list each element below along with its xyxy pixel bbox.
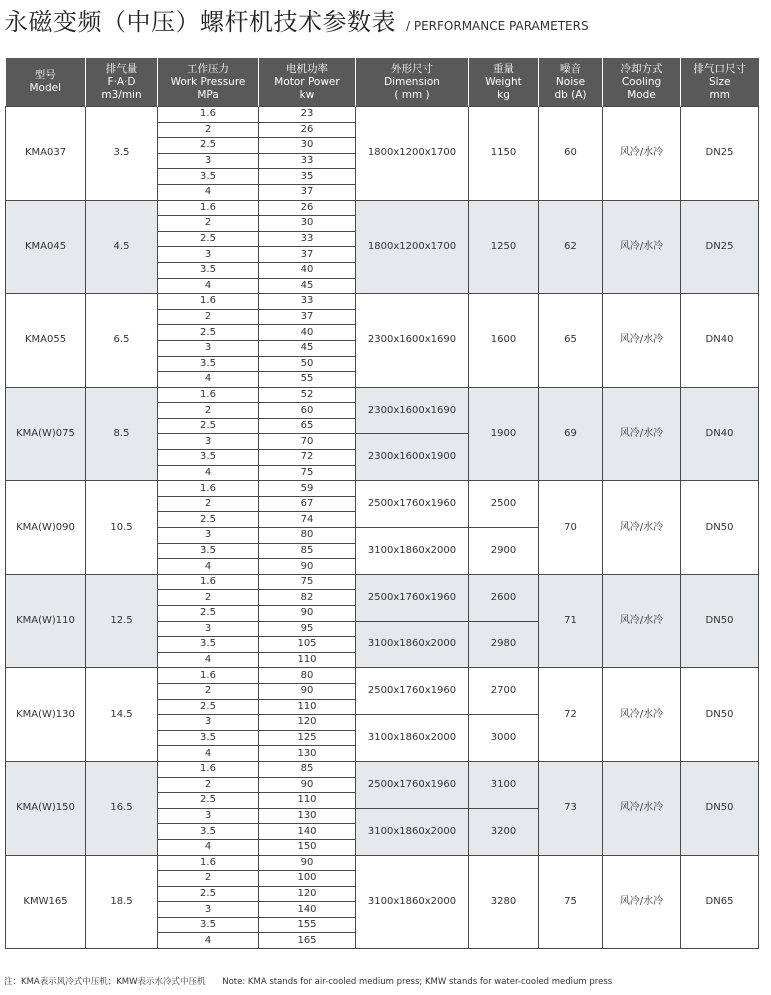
header-line: MPa [197,88,219,101]
cell-weight: 2500 [469,481,539,528]
header-power [259,58,356,107]
cell-weight: 3200 [469,808,539,855]
header-line: Cooling [621,75,662,88]
header-line: 工作压力 [187,62,229,75]
cell-power: 74 [259,512,356,528]
cell-weight: 3100 [469,761,539,808]
footnote-cn: 注：KMA表示风冷式中压机；KMW表示水冷式中压机 [4,977,206,987]
cell-power: 30 [259,216,356,232]
cell-pressure: 1.6 [158,200,259,216]
header-dimension [356,58,469,107]
cell-size: DN40 [681,387,759,481]
cell-pressure: 2 [158,309,259,325]
table-row [6,200,759,216]
cell-pressure: 2 [158,216,259,232]
cell-pressure: 2.5 [158,138,259,154]
cell-power: 165 [259,933,356,949]
cell-power: 125 [259,730,356,746]
cell-dimension: 2500x1760x1960 [356,574,469,621]
cell-weight: 1250 [469,200,539,294]
cell-power: 52 [259,387,356,403]
table-row [6,761,759,777]
cell-cooling: 风冷/水冷 [603,855,681,949]
cell-cooling: 风冷/水冷 [603,481,681,575]
table-row [6,574,759,590]
cell-power: 45 [259,278,356,294]
cell-size: DN25 [681,200,759,294]
cell-power: 90 [259,606,356,622]
cell-model: KMA045 [6,200,86,294]
cell-power: 130 [259,746,356,762]
table-body [6,107,759,949]
cell-cooling: 风冷/水冷 [603,574,681,668]
cell-power: 90 [259,855,356,871]
header-line: Noise [555,75,586,88]
cell-power: 75 [259,465,356,481]
cell-power: 33 [259,153,356,169]
cell-fad: 6.5 [86,294,158,388]
cell-dimension: 2300x1600x1690 [356,294,469,388]
header-cooling [603,58,681,107]
cell-pressure: 2.5 [158,231,259,247]
cell-power: 120 [259,886,356,902]
cell-size: DN25 [681,107,759,201]
cell-pressure: 2.5 [158,325,259,341]
header-pressure [158,58,259,107]
cell-weight: 2980 [469,621,539,668]
cell-pressure: 4 [158,839,259,855]
cell-power: 50 [259,356,356,372]
cell-dimension: 2300x1600x1690 [356,387,469,434]
cell-power: 95 [259,621,356,637]
cell-power: 45 [259,340,356,356]
cell-model: KMA037 [6,107,86,201]
cell-pressure: 1.6 [158,294,259,310]
header-line: db (A) [554,88,587,101]
cell-power: 35 [259,169,356,185]
cell-dimension: 1800x1200x1700 [356,107,469,201]
cell-weight: 2700 [469,668,539,715]
cell-noise: 70 [539,481,603,575]
cell-pressure: 2 [158,871,259,887]
cell-power: 40 [259,325,356,341]
cell-pressure: 3 [158,434,259,450]
cell-power: 67 [259,496,356,512]
cell-fad: 8.5 [86,387,158,481]
cell-power: 80 [259,528,356,544]
header-line: kw [299,88,315,101]
header-model [6,58,86,107]
cell-power: 60 [259,403,356,419]
cell-pressure: 2 [158,683,259,699]
cell-size: DN50 [681,668,759,762]
cell-pressure: 3 [158,340,259,356]
cell-pressure: 2 [158,122,259,138]
cell-dimension: 3100x1860x2000 [356,855,469,949]
cell-pressure: 1.6 [158,387,259,403]
cell-pressure: 3.5 [158,450,259,466]
cell-pressure: 2.5 [158,886,259,902]
cell-weight: 1900 [469,387,539,481]
cell-pressure: 4 [158,746,259,762]
cell-size: DN50 [681,761,759,855]
cell-pressure: 4 [158,372,259,388]
cell-power: 155 [259,917,356,933]
header-line: 排气量 [105,62,138,75]
cell-pressure: 2.5 [158,512,259,528]
cell-pressure: 2 [158,496,259,512]
cell-power: 90 [259,683,356,699]
cell-dimension: 2500x1760x1960 [356,761,469,808]
cell-weight: 3280 [469,855,539,949]
cell-fad: 4.5 [86,200,158,294]
cell-model: KMA(W)075 [6,387,86,481]
cell-pressure: 2 [158,777,259,793]
cell-fad: 14.5 [86,668,158,762]
header-noise [539,58,603,107]
cell-power: 82 [259,590,356,606]
cell-power: 23 [259,107,356,123]
cell-pressure: 3.5 [158,356,259,372]
cell-pressure: 3 [158,621,259,637]
cell-power: 75 [259,574,356,590]
header-weight [469,58,539,107]
cell-power: 65 [259,418,356,434]
header-line: Motor Power [274,75,340,88]
cell-pressure: 1.6 [158,481,259,497]
cell-pressure: 1.6 [158,668,259,684]
cell-noise: 62 [539,200,603,294]
cell-power: 40 [259,262,356,278]
cell-pressure: 2.5 [158,418,259,434]
header-line: Work Pressure [170,75,246,88]
cell-power: 100 [259,871,356,887]
header-line: m3/min [101,88,142,101]
cell-power: 140 [259,824,356,840]
cell-dimension: 2500x1760x1960 [356,481,469,528]
cell-power: 105 [259,637,356,653]
table-row [6,294,759,310]
cell-size: DN65 [681,855,759,949]
cell-pressure: 1.6 [158,855,259,871]
cell-power: 150 [259,839,356,855]
cell-fad: 18.5 [86,855,158,949]
cell-noise: 75 [539,855,603,949]
cell-pressure: 3.5 [158,543,259,559]
cell-power: 72 [259,450,356,466]
cell-pressure: 3 [158,247,259,263]
header-line: 重量 [493,62,514,75]
cell-cooling: 风冷/水冷 [603,668,681,762]
cell-pressure: 3 [158,902,259,918]
table-row [6,855,759,871]
header-line: Dimension [384,75,440,88]
title-english: / PERFORMANCE PARAMETERS [406,19,589,33]
cell-power: 26 [259,122,356,138]
cell-pressure: 2.5 [158,606,259,622]
cell-pressure: 4 [158,559,259,575]
cell-power: 85 [259,761,356,777]
cell-power: 90 [259,559,356,575]
cell-power: 33 [259,294,356,310]
cell-power: 70 [259,434,356,450]
header-line: 排气口尺寸 [693,62,746,75]
cell-dimension: 2500x1760x1960 [356,668,469,715]
cell-cooling: 风冷/水冷 [603,387,681,481]
cell-pressure: 4 [158,278,259,294]
header-line: 噪音 [560,62,581,75]
cell-pressure: 3 [158,715,259,731]
cell-cooling: 风冷/水冷 [603,294,681,388]
cell-power: 80 [259,668,356,684]
cell-pressure: 1.6 [158,574,259,590]
cell-power: 30 [259,138,356,154]
cell-weight: 1600 [469,294,539,388]
header-line: Model [29,82,62,94]
cell-power: 37 [259,309,356,325]
header-line: 外形尺寸 [391,62,433,75]
header-line: Weight [485,75,522,88]
cell-pressure: 3.5 [158,917,259,933]
cell-model: KMA(W)150 [6,761,86,855]
cell-model: KMA(W)110 [6,574,86,668]
footnote [4,975,626,987]
cell-pressure: 3.5 [158,169,259,185]
cell-model: KMA(W)130 [6,668,86,762]
cell-power: 130 [259,808,356,824]
header-line: 型号 [34,69,56,81]
header-size [681,58,759,107]
cell-noise: 65 [539,294,603,388]
page-title [4,6,589,36]
cell-cooling: 风冷/水冷 [603,761,681,855]
cell-dimension: 2300x1600x1900 [356,434,469,481]
cell-weight: 1150 [469,107,539,201]
cell-power: 33 [259,231,356,247]
cell-noise: 72 [539,668,603,762]
cell-power: 120 [259,715,356,731]
cell-size: DN50 [681,481,759,575]
cell-pressure: 3 [158,808,259,824]
header-line: ( mm ) [394,88,430,101]
cell-pressure: 3.5 [158,637,259,653]
cell-fad: 16.5 [86,761,158,855]
table-row [6,481,759,497]
cell-weight: 2600 [469,574,539,621]
cell-power: 37 [259,247,356,263]
header-line: mm [709,88,730,101]
cell-pressure: 4 [158,652,259,668]
cell-noise: 60 [539,107,603,201]
header-line: F·A·D [107,75,136,88]
header-fad [86,58,158,107]
cell-dimension: 3100x1860x2000 [356,621,469,668]
cell-power: 26 [259,200,356,216]
table-row [6,668,759,684]
cell-power: 85 [259,543,356,559]
cell-power: 90 [259,777,356,793]
cell-noise: 71 [539,574,603,668]
cell-pressure: 4 [158,465,259,481]
header-line: 冷却方式 [620,62,663,75]
cell-weight: 2900 [469,528,539,575]
header-row [6,58,759,107]
header-line: 电机功率 [286,62,328,75]
cell-noise: 69 [539,387,603,481]
cell-pressure: 3.5 [158,262,259,278]
cell-power: 55 [259,372,356,388]
cell-pressure: 4 [158,933,259,949]
table-row [6,107,759,123]
cell-power: 110 [259,793,356,809]
cell-power: 140 [259,902,356,918]
cell-weight: 3000 [469,715,539,762]
cell-size: DN50 [681,574,759,668]
cell-pressure: 3.5 [158,824,259,840]
cell-size: DN40 [681,294,759,388]
cell-pressure: 2.5 [158,793,259,809]
cell-fad: 10.5 [86,481,158,575]
cell-dimension: 1800x1200x1700 [356,200,469,294]
cell-pressure: 3 [158,153,259,169]
cell-cooling: 风冷/水冷 [603,200,681,294]
cell-pressure: 1.6 [158,107,259,123]
cell-dimension: 3100x1860x2000 [356,528,469,575]
cell-pressure: 4 [158,184,259,200]
cell-pressure: 2 [158,403,259,419]
performance-table [5,58,759,949]
cell-power: 37 [259,184,356,200]
cell-pressure: 3.5 [158,730,259,746]
table-row [6,387,759,403]
cell-pressure: 1.6 [158,761,259,777]
cell-fad: 3.5 [86,107,158,201]
cell-power: 59 [259,481,356,497]
cell-power: 110 [259,652,356,668]
cell-model: KMW165 [6,855,86,949]
cell-pressure: 3 [158,528,259,544]
footnote-en: Note: KMA stands for air-cooled medium press; KMW stands for water-cooled medium press [222,977,613,987]
cell-cooling: 风冷/水冷 [603,107,681,201]
title-chinese: 永磁变频（中压）螺杆机技术参数表 [4,8,396,36]
header-line: Size [708,75,731,88]
cell-model: KMA055 [6,294,86,388]
cell-power: 110 [259,699,356,715]
header-line: kg [497,88,510,101]
cell-noise: 73 [539,761,603,855]
cell-dimension: 3100x1860x2000 [356,808,469,855]
cell-dimension: 3100x1860x2000 [356,715,469,762]
cell-model: KMA(W)090 [6,481,86,575]
cell-fad: 12.5 [86,574,158,668]
cell-pressure: 2 [158,590,259,606]
cell-pressure: 2.5 [158,699,259,715]
header-line: Mode [627,88,656,101]
